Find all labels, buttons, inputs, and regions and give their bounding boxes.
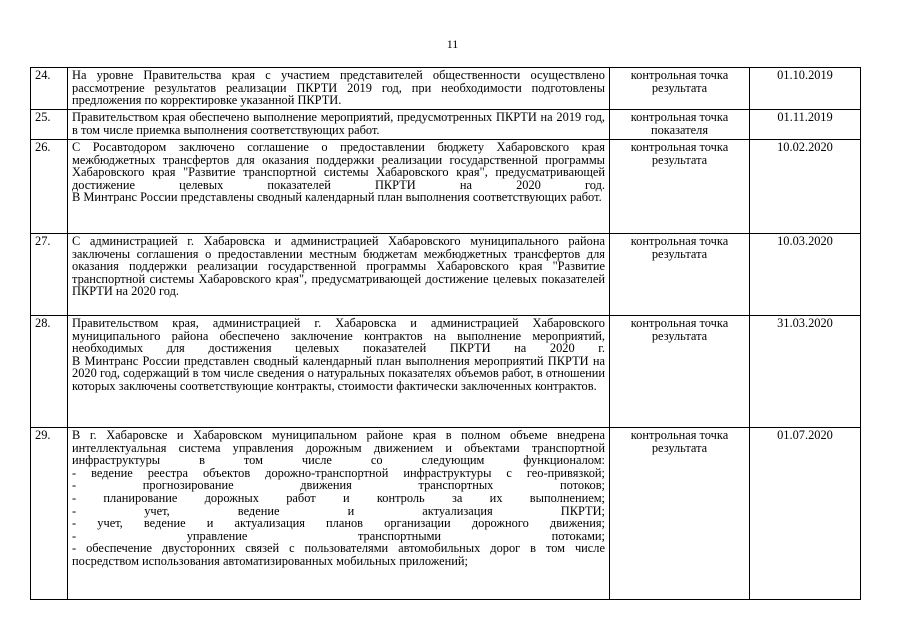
row-date: 10.02.2020 (750, 140, 861, 234)
paragraph: С Росавтодором заключено соглашение о предоставлении бюджету Хабаровского края межбюджетных трансфертов для оказания поддержки реализации государственной программы Хабаровского края "Развитие транспортной системы Хабаровского края", предусматривающей достижение целевых показателей ПКРТИ на 2020 год. (72, 140, 605, 192)
row-number: 25. (31, 110, 68, 140)
row-number: 26. (31, 140, 68, 234)
paragraph: Правительством края, администрацией г. Хабаровска и администрацией Хабаровского муниципального района обеспечено заключение контрактов на выполнение мероприятий, необходимых для достижения целевых показателей ПКРТИ на 2020 г. (72, 316, 605, 356)
row-number: 28. (31, 316, 68, 428)
paragraph: В Минтранс России представлены сводный календарный план выполнения соответствующих работ. (72, 190, 602, 205)
row-point-type: контрольная точка результата (610, 316, 750, 428)
row-description (68, 428, 610, 600)
table-row (31, 428, 861, 600)
row-number: 27. (31, 234, 68, 316)
row-date: 10.03.2020 (750, 234, 861, 316)
control-points-table (30, 67, 861, 600)
row-description: На уровне Правительства края с участием представителей общественности осуществлено рассмотрение результатов реализации ПКРТИ 2019 год, при необходимости подготовлены предложения по корректировке указанной ПКРТИ. (68, 68, 610, 110)
row-point-type: контрольная точка результата (610, 428, 750, 600)
paragraph: - обеспечение двусторонних связей с пользователями автомобильных дорог в том числе посредством использования автоматизированных мобильных приложений; (72, 541, 605, 568)
table-row (31, 110, 861, 140)
paragraph: В г. Хабаровске и Хабаровском муниципальном районе края в полном объеме внедрена интеллектуальная система управления дорожным движением и объектами транспортной инфраструктуры в том числе со следующим функционалом: (72, 428, 605, 468)
row-point-type: контрольная точка показателя (610, 110, 750, 140)
row-description (68, 140, 610, 234)
page-number: 11 (446, 37, 459, 51)
paragraph: - учет, ведение и актуализация ПКРТИ; (72, 503, 605, 518)
row-date: 01.11.2019 (750, 110, 861, 140)
table-row (31, 316, 861, 428)
row-description (68, 316, 610, 428)
table-row (31, 68, 861, 110)
table-row (31, 234, 861, 316)
paragraph: - ведение реестра объектов дорожно-транспортной инфраструктуры с гео-привязкой; (72, 465, 605, 480)
row-point-type: контрольная точка результата (610, 68, 750, 110)
row-point-type: контрольная точка результата (610, 140, 750, 234)
paragraph: - управление транспортными потоками; (72, 528, 605, 543)
row-point-type: контрольная точка результата (610, 234, 750, 316)
row-date: 31.03.2020 (750, 316, 861, 428)
row-number: 24. (31, 68, 68, 110)
paragraph: - прогнозирование движения транспортных потоков; (72, 478, 605, 493)
row-description: С администрацией г. Хабаровска и администрацией Хабаровского муниципального района заключены соглашения о предоставлении местным бюджетам межбюджетных трансфертов для оказания поддержки реализации государственной программы Хабаровского края "Развитие транспортной системы Хабаровского края", предусматривающей достижение целевых показателей ПКРТИ на 2020 год. (68, 234, 610, 316)
row-date: 01.07.2020 (750, 428, 861, 600)
paragraph: - учет, ведение и актуализация планов организации дорожного движения; (72, 516, 605, 531)
row-date: 01.10.2019 (750, 68, 861, 110)
paragraph: - планирование дорожных работ и контроль за их выполнением; (72, 490, 605, 505)
table-row (31, 140, 861, 234)
paragraph: В Минтранс России представлен сводный календарный план выполнения мероприятий ПКРТИ на 2020 год, содержащий в том числе сведения о натуральных показателях объемов работ, в отношении которых заключены соответствующие контракты, стоимости фактически заключенных контрактов. (72, 353, 605, 393)
row-description: Правительством края обеспечено выполнение мероприятий, предусмотренных ПКРТИ на 2019 год, в том числе приемка выполнения соответствующих работ. (68, 110, 610, 140)
row-number: 29. (31, 428, 68, 600)
